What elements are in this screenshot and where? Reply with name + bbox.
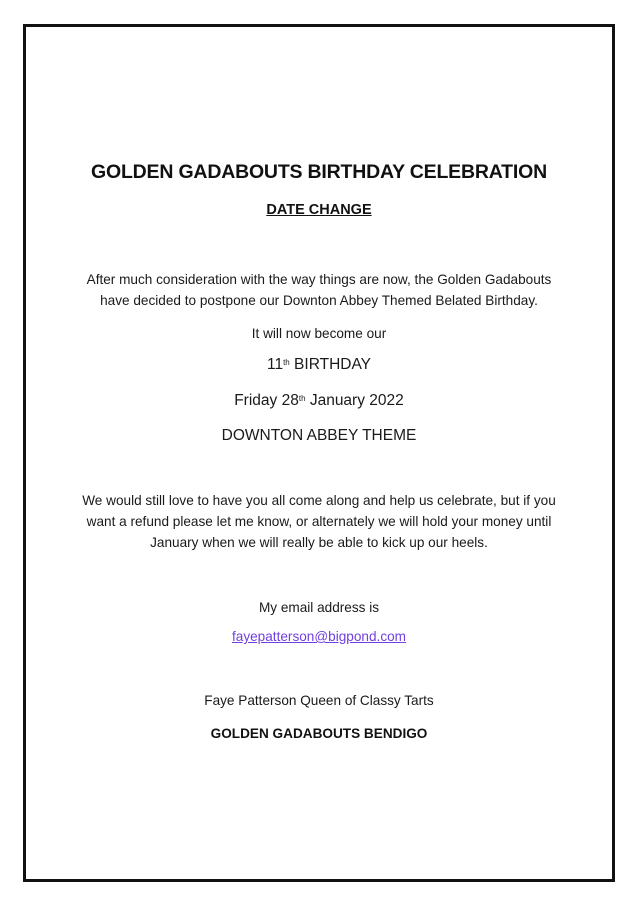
body-line-3: January when we will really be able to kick up our heels.: [150, 535, 488, 550]
intro-line-2: have decided to postpone our Downton Abbey Themed Belated Birthday.: [100, 293, 538, 308]
birthday-number: 11: [266, 356, 284, 373]
document-title: GOLDEN GADABOUTS BIRTHDAY CELEBRATION: [91, 161, 547, 183]
become-line: It will now become our: [251, 326, 387, 341]
email-label: My email address is: [258, 600, 380, 615]
date-rest: January 2022: [305, 392, 404, 409]
intro-line-1: After much consideration with the way things are now, the Golden Gadabouts: [86, 272, 552, 287]
date-suffix: th: [298, 394, 306, 403]
event-date: [0, 392, 638, 410]
email-line: [0, 629, 638, 644]
body-line-1: We would still love to have you all come along and help us celebrate, but if you: [82, 493, 556, 508]
birthday-heading: [0, 356, 638, 374]
date-prefix: Friday 28: [234, 392, 299, 409]
signature: Faye Patterson Queen of Classy Tarts: [204, 693, 434, 708]
birthday-suffix: th: [283, 358, 290, 367]
birthday-label: BIRTHDAY: [289, 356, 371, 373]
document-subtitle: DATE CHANGE: [266, 202, 372, 218]
event-theme: DOWNTON ABBEY THEME: [221, 427, 417, 444]
intro-paragraph: [0, 269, 638, 311]
organization-name: GOLDEN GADABOUTS BENDIGO: [210, 726, 428, 741]
page-border: [23, 24, 615, 882]
email-link[interactable]: fayepatterson@bigpond.com: [231, 629, 406, 644]
body-paragraph: [0, 490, 638, 553]
body-line-2: want a refund please let me know, or alternately we will hold your money until: [86, 514, 552, 529]
